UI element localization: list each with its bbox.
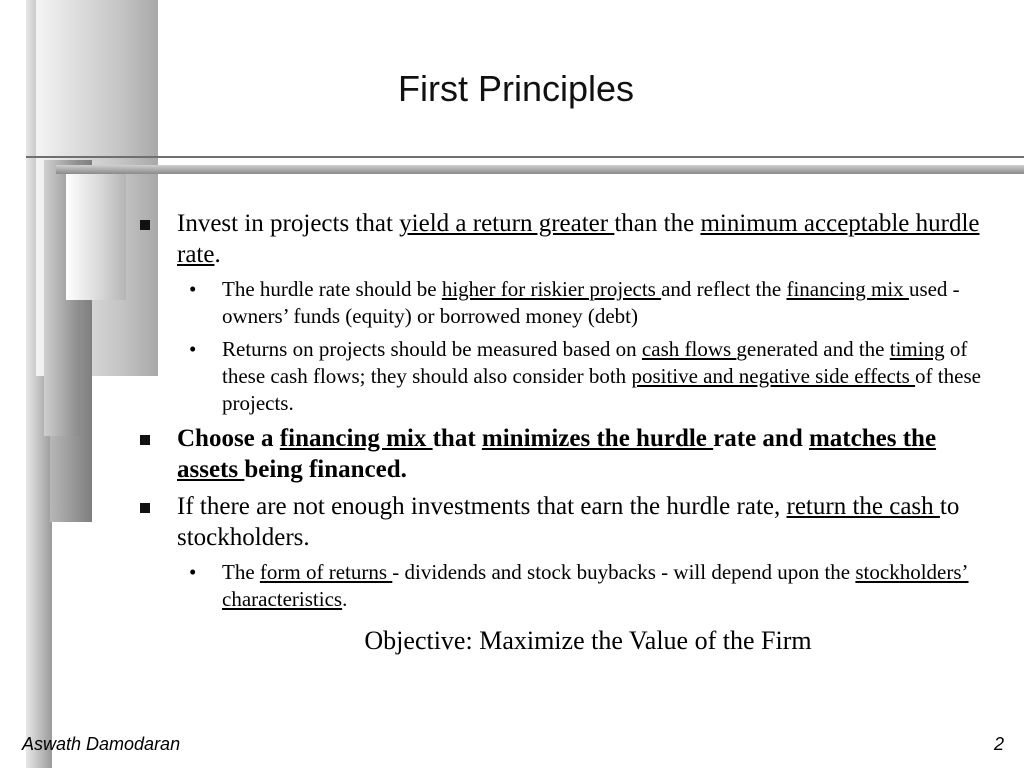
text-run: that: [432, 425, 482, 452]
text-run: than the: [614, 210, 701, 237]
text-run: rate and: [713, 425, 809, 452]
underlined-term: financing mix: [279, 425, 433, 452]
underlined-term: higher for riskier projects: [441, 277, 662, 301]
text-run: to stockholders.: [177, 493, 960, 551]
sub-bullet-item: [140, 336, 1000, 417]
square-bullet-icon: [140, 435, 150, 445]
text-run: .: [214, 241, 221, 268]
bullet-item: [140, 208, 1000, 270]
text-run: and reflect the: [661, 277, 787, 301]
page-number: 2: [993, 734, 1004, 754]
underlined-term: form of returns: [259, 560, 393, 584]
text-run: Returns on projects should be measured based on: [222, 337, 642, 361]
underlined-term: return the cash: [786, 493, 940, 520]
title-divider: [26, 156, 1024, 158]
footer-author: Aswath Damodaran: [22, 734, 181, 754]
text-run: Invest in projects that: [177, 210, 400, 237]
text-run: of these projects.: [222, 364, 981, 415]
text-run: The hurdle rate should be: [222, 277, 442, 301]
dot-bullet-icon: •: [189, 560, 197, 584]
square-bullet-icon: [140, 503, 150, 513]
dot-bullet-icon: •: [189, 277, 197, 301]
sub-bullet-item: [140, 559, 1000, 613]
underlined-term: timing: [889, 337, 945, 361]
underlined-term: financing mix: [786, 277, 909, 301]
text-run: The: [222, 560, 260, 584]
decorative-bar: [66, 172, 126, 300]
underlined-term: yield a return greater: [399, 210, 615, 237]
underlined-term: minimum acceptable hurdle rate: [177, 210, 980, 268]
underlined-term: cash flows: [641, 337, 737, 361]
dot-bullet-icon: •: [189, 337, 197, 361]
text-run: - dividends and stock buybacks - will depend upon the: [392, 560, 856, 584]
bullet-item: [140, 491, 1000, 553]
objective-statement: Objective: Maximize the Value of the Firm: [364, 626, 812, 655]
slide-title: First Principles: [397, 68, 635, 109]
underlined-term: minimizes the hurdle: [481, 425, 714, 452]
text-run: Choose a: [177, 425, 280, 452]
text-run: If there are not enough investments that earn the hurdle rate,: [177, 493, 787, 520]
text-run: .: [342, 587, 348, 611]
bullet-item: [140, 423, 1000, 485]
text-run: being financed.: [244, 456, 407, 483]
underlined-term: positive and negative side effects: [631, 364, 916, 388]
text-run: generated and the: [736, 337, 890, 361]
underlined-term: stockholders’ characteristics: [222, 560, 969, 611]
title-divider-shadow: [56, 165, 1024, 174]
slide-body: [140, 208, 1000, 619]
underlined-term: matches the assets: [177, 425, 937, 483]
text-run: of these cash flows; they should also consider both: [222, 337, 968, 388]
text-run: used - owners’ funds (equity) or borrowed money (debt): [222, 277, 960, 328]
sub-bullet-item: [140, 276, 1000, 330]
square-bullet-icon: [140, 220, 150, 230]
